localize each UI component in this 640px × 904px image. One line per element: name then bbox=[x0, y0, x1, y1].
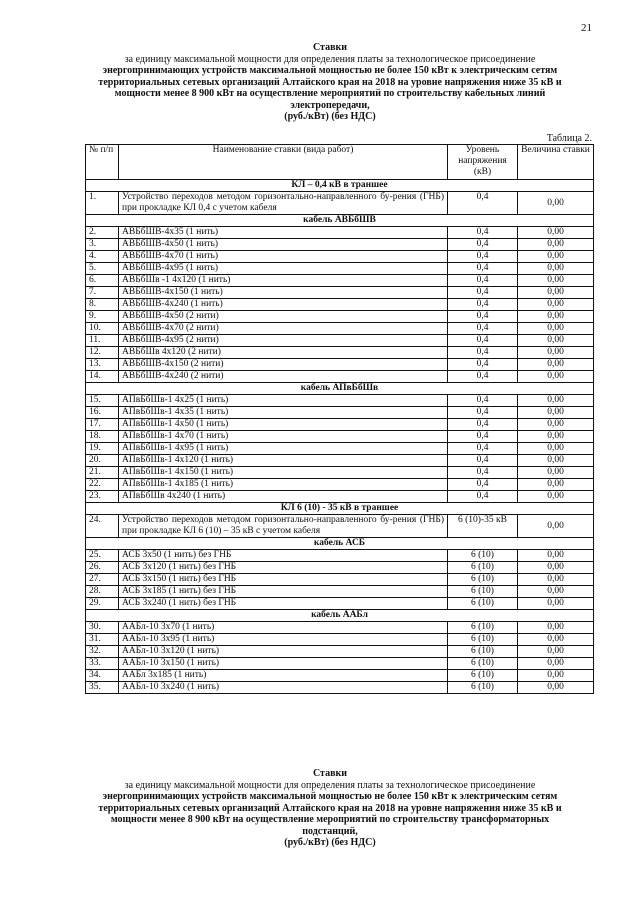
table-row bbox=[86, 251, 594, 263]
row-name: АСБ 3х50 (1 нить) без ГНБ bbox=[119, 550, 448, 562]
table-row bbox=[86, 658, 594, 670]
row-num: 8. bbox=[86, 299, 119, 311]
section-title: КЛ – 0,4 кВ в траншее bbox=[86, 180, 594, 192]
table-row bbox=[86, 311, 594, 323]
heading-unit: (руб./кВт) (без НДС) bbox=[284, 837, 376, 848]
row-value: 0,00 bbox=[518, 431, 594, 443]
row-voltage: 0,4 bbox=[448, 299, 518, 311]
table-row bbox=[86, 419, 594, 431]
heading-line: территориальных сетевых организаций Алтайского края на 2018 на уровне напряжения ниже 35 кВ и bbox=[98, 802, 562, 814]
row-voltage: 6 (10) bbox=[448, 550, 518, 562]
row-voltage: 0,4 bbox=[448, 359, 518, 371]
table-row bbox=[86, 443, 594, 455]
row-name: ААБл-10 3х150 (1 нить) bbox=[119, 658, 448, 670]
row-voltage: 0,4 bbox=[448, 467, 518, 479]
row-name: АВБбШВ-4х70 (2 нити) bbox=[119, 323, 448, 335]
row-name: АВБбШВ-4х70 (1 нить) bbox=[119, 251, 448, 263]
row-voltage: 6 (10) bbox=[448, 682, 518, 694]
row-num: 17. bbox=[86, 419, 119, 431]
row-value: 0,00 bbox=[518, 251, 594, 263]
row-num: 3. bbox=[86, 239, 119, 251]
row-num: 13. bbox=[86, 359, 119, 371]
row-num: 4. bbox=[86, 251, 119, 263]
heading-line: мощности менее 8 900 кВт на осуществление мероприятий по строительству трансформаторных bbox=[110, 814, 550, 825]
row-value: 0,00 bbox=[518, 299, 594, 311]
row-value: 0,00 bbox=[518, 586, 594, 598]
row-voltage: 0,4 bbox=[448, 407, 518, 419]
row-value: 0,00 bbox=[518, 682, 594, 694]
table-row bbox=[86, 598, 594, 610]
row-value: 0,00 bbox=[518, 395, 594, 407]
row-name: АСБ 3х150 (1 нить) без ГНБ bbox=[119, 574, 448, 586]
table-row bbox=[86, 323, 594, 335]
row-num: 22. bbox=[86, 479, 119, 491]
row-value: 0,00 bbox=[518, 491, 594, 503]
table-row bbox=[86, 239, 594, 251]
row-value: 0,00 bbox=[518, 479, 594, 491]
row-num: 30. bbox=[86, 622, 119, 634]
table-section-row bbox=[86, 538, 594, 550]
row-voltage: 6 (10) bbox=[448, 646, 518, 658]
table-row bbox=[86, 682, 594, 694]
row-voltage: 0,4 bbox=[448, 323, 518, 335]
row-num: 2. bbox=[86, 227, 119, 239]
row-voltage: 6 (10) bbox=[448, 634, 518, 646]
header-name: Наименование ставки (вида работ) bbox=[119, 145, 448, 180]
row-num: 12. bbox=[86, 347, 119, 359]
row-voltage: 0,4 bbox=[448, 311, 518, 323]
row-name: АВБбШВ-4х50 (2 нити) bbox=[119, 311, 448, 323]
heading-substations bbox=[60, 768, 600, 849]
row-num: 23. bbox=[86, 491, 119, 503]
row-num: 14. bbox=[86, 371, 119, 383]
row-value: 0,00 bbox=[518, 515, 594, 538]
row-voltage: 0,4 bbox=[448, 251, 518, 263]
row-name: АПвБбШв-1 4х185 (1 нить) bbox=[119, 479, 448, 491]
row-num: 34. bbox=[86, 670, 119, 682]
section-title: кабель АСБ bbox=[86, 538, 594, 550]
table-row bbox=[86, 646, 594, 658]
row-num: 26. bbox=[86, 562, 119, 574]
row-name: ААБл-10 3х240 (1 нить) bbox=[119, 682, 448, 694]
table-row bbox=[86, 395, 594, 407]
row-voltage: 0,4 bbox=[448, 347, 518, 359]
row-name: АПвБбШв-1 4х150 (1 нить) bbox=[119, 467, 448, 479]
row-value: 0,00 bbox=[518, 239, 594, 251]
row-voltage: 0,4 bbox=[448, 431, 518, 443]
table-section-row bbox=[86, 383, 594, 395]
heading-title: Ставки bbox=[312, 768, 348, 779]
table-section-row bbox=[86, 215, 594, 227]
row-voltage: 0,4 bbox=[448, 275, 518, 287]
heading-line: энергопринимающих устройств максимальной мощностью не более 150 кВт к электрическим сетям bbox=[102, 65, 558, 76]
row-voltage: 0,4 bbox=[448, 479, 518, 491]
table-row bbox=[86, 287, 594, 299]
heading-cable-lines bbox=[60, 42, 600, 123]
row-name: АВБбШВ-4х240 (1 нить) bbox=[119, 299, 448, 311]
section-title: кабель ААБл bbox=[86, 610, 594, 622]
row-voltage: 0,4 bbox=[448, 491, 518, 503]
row-voltage: 6 (10) bbox=[448, 670, 518, 682]
row-name: АВБбШВ-4х150 (2 нити) bbox=[119, 359, 448, 371]
row-voltage: 0,4 bbox=[448, 287, 518, 299]
section-title: кабель АПвБбШв bbox=[86, 383, 594, 395]
heading-unit: (руб./кВт) (без НДС) bbox=[284, 111, 376, 122]
row-name: АВБбШВ-4х95 (1 нить) bbox=[119, 263, 448, 275]
row-value: 0,00 bbox=[518, 670, 594, 682]
row-name: Устройство переходов методом горизонтально-направленного бу-рения (ГНБ) при прокладке КЛ 6 (10) – 35 кВ с учетом кабеля bbox=[119, 515, 448, 538]
table-row bbox=[86, 407, 594, 419]
row-num: 35. bbox=[86, 682, 119, 694]
table-row bbox=[86, 347, 594, 359]
table-section-row bbox=[86, 180, 594, 192]
row-num: 15. bbox=[86, 395, 119, 407]
row-voltage: 0,4 bbox=[448, 227, 518, 239]
row-value: 0,00 bbox=[518, 658, 594, 670]
row-num: 24. bbox=[86, 515, 119, 538]
table-row bbox=[86, 263, 594, 275]
table-row bbox=[86, 275, 594, 287]
row-voltage: 6 (10) bbox=[448, 562, 518, 574]
row-value: 0,00 bbox=[518, 371, 594, 383]
row-value: 0,00 bbox=[518, 347, 594, 359]
row-num: 19. bbox=[86, 443, 119, 455]
row-value: 0,00 bbox=[518, 598, 594, 610]
table-row bbox=[86, 479, 594, 491]
row-voltage: 6 (10) bbox=[448, 574, 518, 586]
section-title: КЛ 6 (10) - 35 кВ в траншее bbox=[86, 503, 594, 515]
heading-line: электропередачи, bbox=[290, 99, 370, 111]
row-value: 0,00 bbox=[518, 263, 594, 275]
row-value: 0,00 bbox=[518, 550, 594, 562]
row-name: АВБбШв -1 4х120 (1 нить) bbox=[119, 275, 448, 287]
row-name: АВБбШВ-4х150 (1 нить) bbox=[119, 287, 448, 299]
row-value: 0,00 bbox=[518, 467, 594, 479]
table-row bbox=[86, 359, 594, 371]
row-num: 11. bbox=[86, 335, 119, 347]
row-value: 0,00 bbox=[518, 323, 594, 335]
row-voltage: 6 (10) bbox=[448, 598, 518, 610]
table-row bbox=[86, 622, 594, 634]
row-num: 6. bbox=[86, 275, 119, 287]
heading-line: территориальных сетевых организаций Алтайского края на 2018 на уровне напряжения ниже 35 кВ и bbox=[98, 76, 562, 88]
row-name: ААБл-10 3х95 (1 нить) bbox=[119, 634, 448, 646]
table-row bbox=[86, 670, 594, 682]
row-voltage: 0,4 bbox=[448, 419, 518, 431]
header-num: № п/п bbox=[86, 145, 119, 180]
row-num: 9. bbox=[86, 311, 119, 323]
table-row bbox=[86, 467, 594, 479]
row-value: 0,00 bbox=[518, 311, 594, 323]
heading-title: Ставки bbox=[312, 42, 348, 53]
row-name: АСБ 3х120 (1 нить) без ГНБ bbox=[119, 562, 448, 574]
table-row bbox=[86, 634, 594, 646]
row-name: АПвБбШв-1 4х35 (1 нить) bbox=[119, 407, 448, 419]
table-row bbox=[86, 335, 594, 347]
row-num: 7. bbox=[86, 287, 119, 299]
row-voltage: 6 (10) bbox=[448, 586, 518, 598]
table-row bbox=[86, 431, 594, 443]
row-voltage: 0,4 bbox=[448, 335, 518, 347]
row-name: АВБбШВ-4х240 (2 нити) bbox=[119, 371, 448, 383]
row-value: 0,00 bbox=[518, 359, 594, 371]
row-voltage: 0,4 bbox=[448, 263, 518, 275]
row-num: 27. bbox=[86, 574, 119, 586]
row-voltage: 0,4 bbox=[448, 395, 518, 407]
row-num: 10. bbox=[86, 323, 119, 335]
row-value: 0,00 bbox=[518, 455, 594, 467]
table-row bbox=[86, 299, 594, 311]
table-row bbox=[86, 586, 594, 598]
row-num: 21. bbox=[86, 467, 119, 479]
row-name: Устройство переходов методом горизонтально-направленного бу-рения (ГНБ) при прокладке КЛ 0,4 с учетом кабеля bbox=[119, 192, 448, 215]
row-num: 33. bbox=[86, 658, 119, 670]
row-value: 0,00 bbox=[518, 275, 594, 287]
table-row bbox=[86, 227, 594, 239]
header-value: Величина ставки bbox=[518, 145, 594, 180]
heading-line: за единицу максимальной мощности для определения платы за технологическое присоединение bbox=[124, 53, 536, 65]
row-num: 25. bbox=[86, 550, 119, 562]
table-section-row bbox=[86, 503, 594, 515]
row-value: 0,00 bbox=[518, 634, 594, 646]
row-name: АВБбШв 4х120 (2 нити) bbox=[119, 347, 448, 359]
row-name: АПвБбШв-1 4х70 (1 нить) bbox=[119, 431, 448, 443]
table-row bbox=[86, 371, 594, 383]
row-num: 32. bbox=[86, 646, 119, 658]
row-name: АПвБбШв-1 4х25 (1 нить) bbox=[119, 395, 448, 407]
row-num: 18. bbox=[86, 431, 119, 443]
table-row bbox=[86, 550, 594, 562]
row-value: 0,00 bbox=[518, 646, 594, 658]
table-body bbox=[86, 180, 594, 694]
row-num: 5. bbox=[86, 263, 119, 275]
row-name: АВБбШВ-4х95 (2 нити) bbox=[119, 335, 448, 347]
row-value: 0,00 bbox=[518, 419, 594, 431]
row-voltage: 0,4 bbox=[448, 455, 518, 467]
row-num: 16. bbox=[86, 407, 119, 419]
row-voltage: 6 (10)-35 кВ bbox=[448, 515, 518, 538]
table-header-row bbox=[86, 145, 594, 180]
section-title: кабель АВБбШВ bbox=[86, 215, 594, 227]
row-value: 0,00 bbox=[518, 227, 594, 239]
row-value: 0,00 bbox=[518, 287, 594, 299]
row-voltage: 0,4 bbox=[448, 371, 518, 383]
heading-line: энергопринимающих устройств максимальной мощностью не более 150 кВт к электрическим сетям bbox=[102, 791, 558, 802]
table-row bbox=[86, 455, 594, 467]
row-value: 0,00 bbox=[518, 574, 594, 586]
row-name: АПвБбШв-1 4х50 (1 нить) bbox=[119, 419, 448, 431]
row-num: 29. bbox=[86, 598, 119, 610]
row-value: 0,00 bbox=[518, 562, 594, 574]
table-row bbox=[86, 562, 594, 574]
heading-line: мощности менее 8 900 кВт на осуществление мероприятий по строительству кабельных линий bbox=[114, 88, 546, 99]
row-value: 0,00 bbox=[518, 335, 594, 347]
row-voltage: 0,4 bbox=[448, 192, 518, 215]
header-voltage: Уровень напряжения (кВ) bbox=[448, 145, 518, 180]
row-name: АСБ 3х240 (1 нить) без ГНБ bbox=[119, 598, 448, 610]
table-row bbox=[86, 515, 594, 538]
table-section-row bbox=[86, 610, 594, 622]
row-voltage: 0,4 bbox=[448, 443, 518, 455]
row-num: 1. bbox=[86, 192, 119, 215]
table-row bbox=[86, 192, 594, 215]
row-voltage: 6 (10) bbox=[448, 658, 518, 670]
row-name: АПвБбШв-1 4х95 (1 нить) bbox=[119, 443, 448, 455]
row-value: 0,00 bbox=[518, 192, 594, 215]
row-name: АПвБбШв 4х240 (1 нить) bbox=[119, 491, 448, 503]
table-row bbox=[86, 574, 594, 586]
row-num: 31. bbox=[86, 634, 119, 646]
heading-line: за единицу максимальной мощности для определения платы за технологическое присоединение bbox=[124, 779, 536, 791]
row-name: АВБбШВ-4х35 (1 нить) bbox=[119, 227, 448, 239]
row-num: 20. bbox=[86, 455, 119, 467]
page-number: 21 bbox=[581, 22, 592, 34]
row-name: АСБ 3х185 (1 нить) без ГНБ bbox=[119, 586, 448, 598]
row-name: АВБбШВ-4х50 (1 нить) bbox=[119, 239, 448, 251]
table-row bbox=[86, 491, 594, 503]
row-num: 28. bbox=[86, 586, 119, 598]
row-name: АПвБбШв-1 4х120 (1 нить) bbox=[119, 455, 448, 467]
row-voltage: 6 (10) bbox=[448, 622, 518, 634]
rates-table bbox=[85, 144, 594, 694]
row-value: 0,00 bbox=[518, 407, 594, 419]
row-name: ААБл-10 3х120 (1 нить) bbox=[119, 646, 448, 658]
row-voltage: 0,4 bbox=[448, 239, 518, 251]
row-value: 0,00 bbox=[518, 622, 594, 634]
row-name: ААБл 3х185 (1 нить) bbox=[119, 670, 448, 682]
heading-line: подстанций, bbox=[302, 825, 358, 837]
row-value: 0,00 bbox=[518, 443, 594, 455]
table-label: Таблица 2. bbox=[546, 133, 592, 144]
row-name: ААБл-10 3х70 (1 нить) bbox=[119, 622, 448, 634]
